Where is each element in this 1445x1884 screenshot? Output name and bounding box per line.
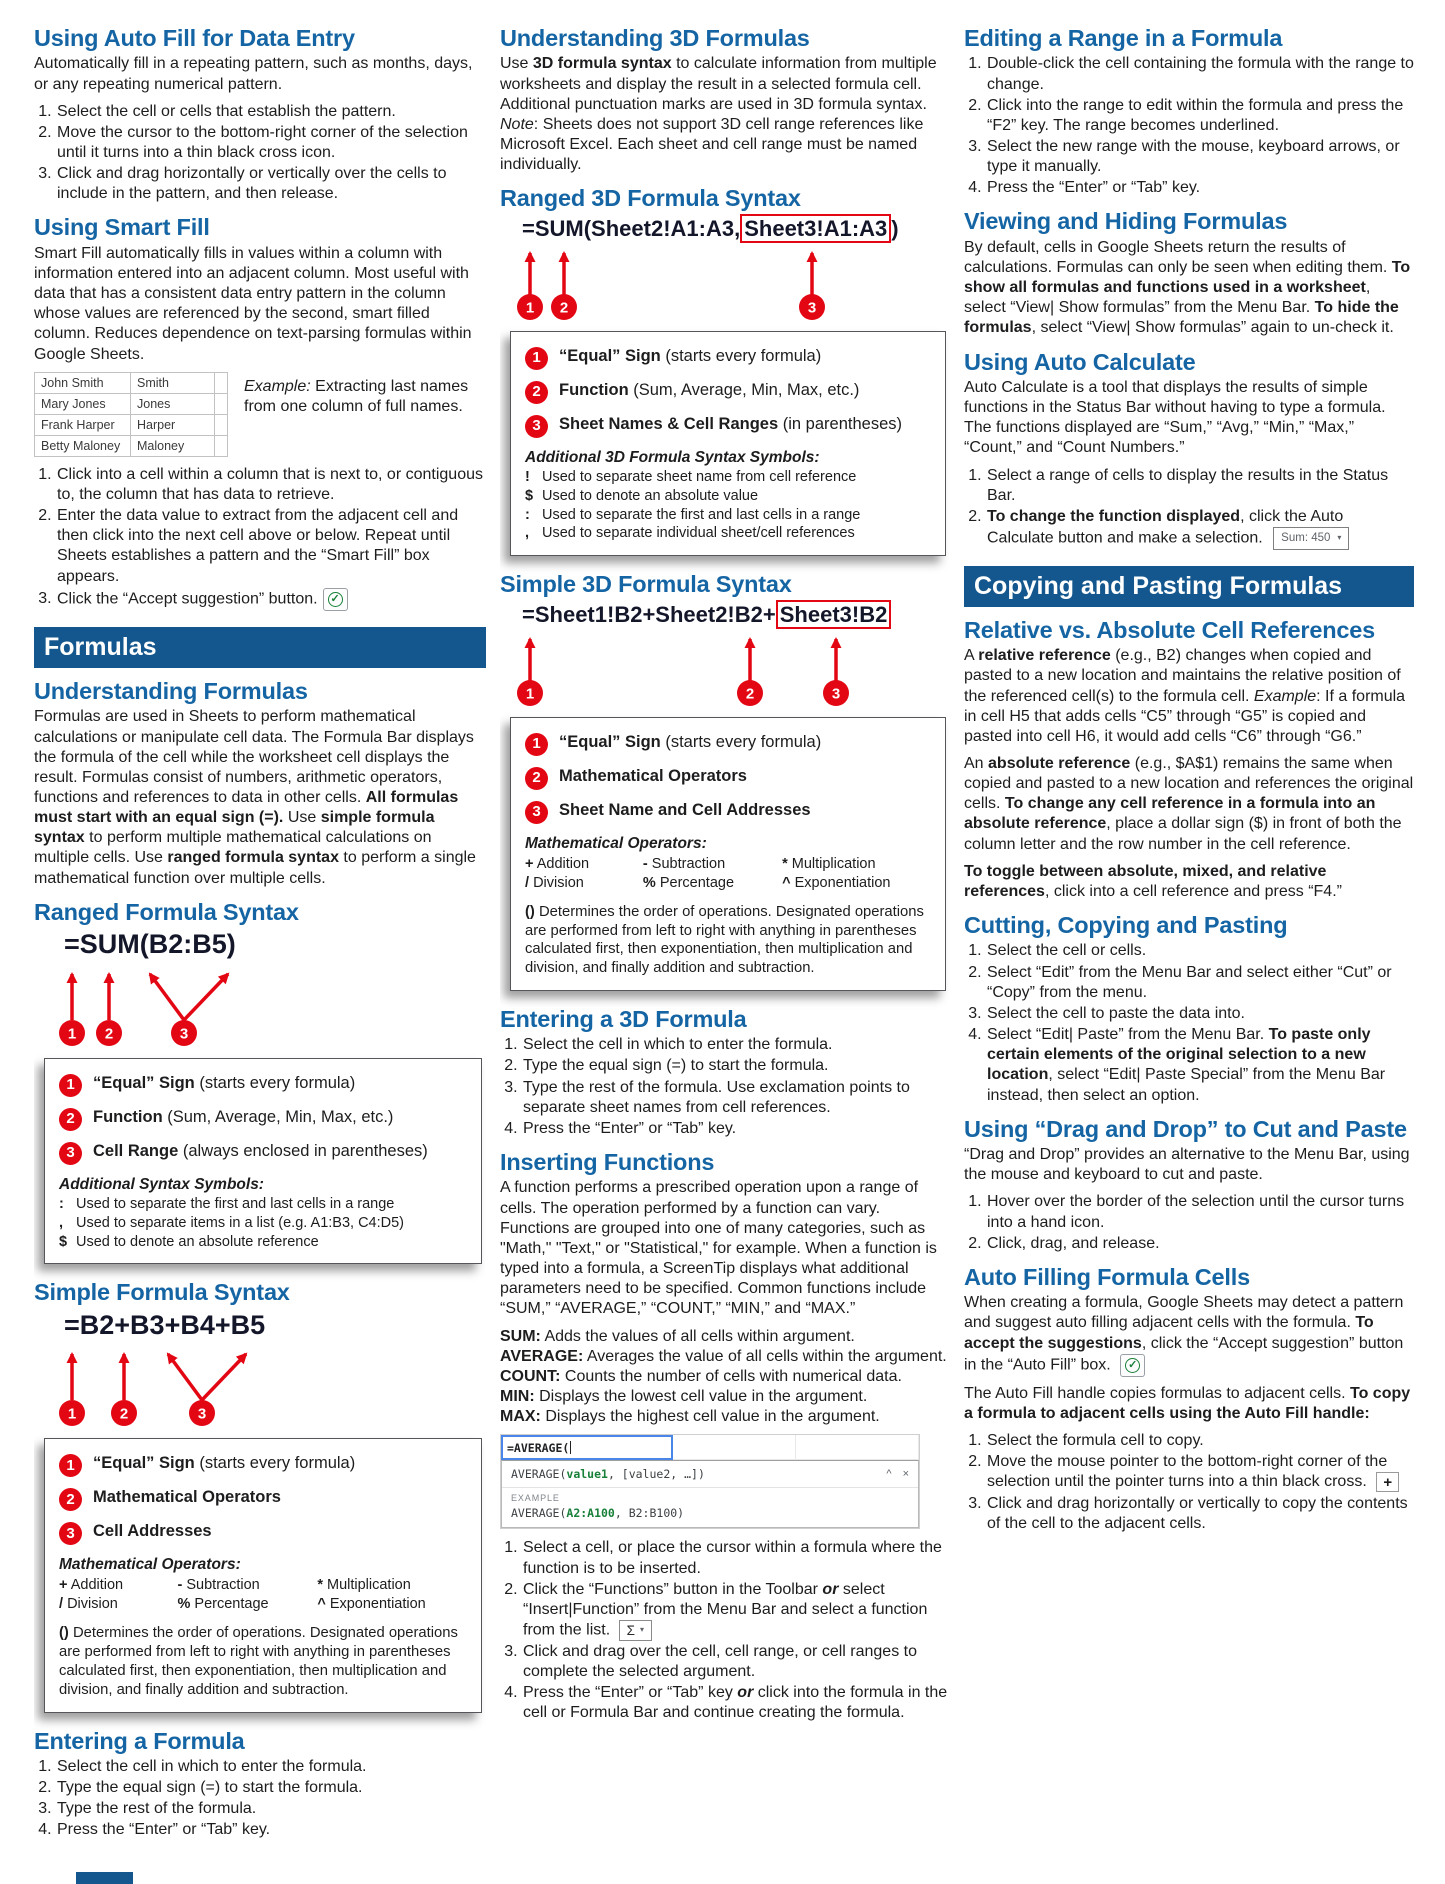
table-row — [35, 414, 228, 435]
operator: - Subtraction — [642, 855, 726, 872]
operators-title: Mathematical Operators: — [59, 1556, 241, 1574]
formula-example: =Sheet1!B2+Sheet2!B2+ Sheet3!B2 — [522, 603, 950, 627]
section-title: Entering a Formula — [34, 1727, 245, 1754]
callout-text: Sheet Names & Cell Ranges (in parentheses) — [559, 414, 902, 433]
callout-row — [59, 1142, 469, 1165]
paragraph: “Drag and Drop” provides an alternative to the Menu Bar, using the mouse and keyboard to cut and paste. — [964, 1146, 1410, 1184]
step-item: 1. Select the cell in which to enter the formula. — [522, 1035, 950, 1055]
step-item: 2. Click, drag, and release. — [986, 1234, 1414, 1254]
section-title: Entering a 3D Formula — [500, 1005, 747, 1032]
table-row — [35, 393, 228, 414]
steps-list — [34, 465, 486, 611]
smart-fill-example-table — [34, 372, 228, 457]
operator: / Division — [59, 1596, 118, 1613]
operator: * Multiplication — [317, 1577, 411, 1594]
step-item: 1. Select the formula cell to copy. — [986, 1431, 1414, 1451]
syntax-callout-box — [510, 717, 946, 991]
paragraph: Formulas are used in Sheets to perform mathematical calculations or manipulate cell data. The Formula Bar displays the formula of the cell while the worksheet cell displays the result. Formulas consist of numbers, arithmetic operators, functions and references to data in other cells. All formulas must start with an equal sign (=). Use simple formula syntax to perform multiple mathematical calculations on multiple cells. Use ranged formula syntax to perform a single mathematical function over multiple cells. — [34, 708, 476, 887]
symbol-text: Used to denote an absolute value — [542, 487, 759, 504]
number-circle: 1 — [59, 1074, 82, 1097]
auto-calculate-value: Sum: 450 — [1281, 532, 1331, 545]
steps-list — [964, 54, 1414, 198]
step-item: 3. Select the cell to paste the data into. — [986, 1004, 1414, 1024]
number-circle: 3 — [525, 415, 548, 438]
symbol-text: Used to separate sheet name from cell reference — [542, 468, 857, 485]
callout-number: 3 — [197, 1405, 207, 1423]
empty-cell — [673, 1435, 796, 1460]
symbol-row — [59, 1214, 469, 1233]
number-circle: 3 — [59, 1522, 82, 1545]
function-desc: Counts the number of cells with numerical data. — [560, 1367, 902, 1385]
callout-row — [59, 1488, 469, 1511]
callout-number: 3 — [179, 1025, 189, 1043]
number-circle: 2 — [525, 381, 548, 404]
step-item: 3. Click and drag horizontally or vertically over the cells to include in the pattern, and then release. — [56, 164, 486, 204]
parentheses-note: () Determines the order of operations. Designated operations are performed from left to right with anything in parentheses calculated first, then exponentiation, then multiplication and division, and finally addition and subtraction. — [59, 1625, 458, 1698]
section-title: Auto Filling Formula Cells — [964, 1263, 1250, 1290]
step-item: 3. Type the rest of the formula. Use exclamation points to separate sheet names from cell references. — [522, 1078, 950, 1118]
step-item: 2. Click into the range to edit within the formula and press the “F2” key. The range becomes underlined. — [986, 96, 1414, 136]
section-title: Cutting, Copying and Pasting — [964, 912, 1288, 939]
formulas-banner: Formulas — [34, 627, 486, 668]
section-cutting-copying-pasting — [964, 913, 1414, 1106]
callout-row — [59, 1108, 469, 1131]
step-item — [522, 1580, 950, 1641]
table-cell: Jones — [131, 393, 215, 414]
callout-row — [525, 347, 933, 370]
operator: / Division — [525, 874, 584, 891]
callout-text: Cell Range (always enclosed in parentheses) — [93, 1141, 428, 1160]
black-cross-icon: + — [1376, 1472, 1399, 1492]
paragraph: To toggle between absolute, mixed, and relative references, click into a cell reference and press “F4.” — [964, 862, 1342, 900]
callout-text: “Equal” Sign (starts every formula) — [559, 732, 822, 751]
step-item: 1. Double-click the cell containing the formula with the range to change. — [986, 54, 1414, 94]
table-cell: Mary Jones — [35, 393, 131, 414]
empty-cell — [796, 1435, 919, 1460]
callout-arrows-diagram — [34, 1342, 354, 1430]
section-simple-3d-formula-syntax — [500, 572, 950, 991]
table-cell: Betty Maloney — [35, 435, 131, 456]
section-title: Using “Drag and Drop” to Cut and Paste — [964, 1115, 1407, 1142]
symbol-row — [59, 1233, 469, 1252]
syntax-callout-box — [44, 1438, 482, 1712]
step-item: 3. Select the new range with the mouse, keyboard arrows, or type it manually. — [986, 137, 1414, 177]
column-middle — [500, 26, 950, 1884]
table-cell — [215, 393, 228, 414]
step-item: 4. Press the “Enter” or “Tab” key or click into the formula in the cell or Formula Bar and continue creating the formula. — [522, 1683, 950, 1723]
example-formula: AVERAGE(A2:A100, B2:B100) — [511, 1506, 685, 1521]
step-item: 1. Select the cell or cells that establish the pattern. — [56, 102, 486, 122]
section-title: Using Auto Calculate — [964, 348, 1196, 375]
step-item: 1. Select the cell in which to enter the formula. — [56, 1757, 486, 1777]
callout-row — [59, 1074, 469, 1097]
paragraph: By default, cells in Google Sheets return the results of calculations. Formulas can only be seen when editing them. To show all formulas and functions used in a worksheet, select “View| Show formulas” from the Menu Bar. To hide the formulas, select “View| Show formulas” again to un-check it. — [964, 238, 1411, 337]
section-title: Using Smart Fill — [34, 214, 210, 241]
callout-number: 2 — [745, 685, 755, 703]
function-name: MIN: — [500, 1388, 535, 1406]
section-using-auto-calculate — [964, 350, 1414, 550]
section-entering-a-3d-formula — [500, 1007, 950, 1139]
page-footer-logo-fragment — [76, 1872, 133, 1884]
section-inserting-functions — [500, 1150, 950, 1724]
function-name: AVERAGE: — [500, 1347, 584, 1365]
divider — [502, 1487, 918, 1488]
column-right — [964, 26, 1414, 1884]
section-using-smart-fill — [34, 215, 486, 610]
number-circle: 1 — [59, 1454, 82, 1477]
section-title: Inserting Functions — [500, 1149, 715, 1176]
highlight-red-box: Sheet3!B2 — [776, 600, 892, 629]
operator: + Addition — [525, 855, 590, 872]
paragraph: Auto Calculate is a tool that displays the results of simple functions in the Status Bar without having to type a formula. The functions displayed are “Sum,” “Avg,” “Min,” “Max,” “Count,” and “Count Numbers.” — [964, 379, 1386, 457]
function-name: MAX: — [500, 1408, 541, 1426]
formula-example: =SUM(Sheet2!A1:A3, Sheet3!A1:A3 ) — [522, 215, 899, 241]
section-title: Simple Formula Syntax — [34, 1279, 290, 1306]
section-using-auto-fill — [34, 26, 486, 204]
number-circle: 3 — [59, 1142, 82, 1165]
steps-list — [964, 1192, 1414, 1253]
number-circle: 3 — [525, 801, 548, 824]
callout-number: 1 — [525, 685, 535, 703]
screentip-screenshot — [500, 1434, 920, 1529]
section-auto-filling-formula-cells — [964, 1265, 1414, 1534]
functions-button[interactable] — [619, 1620, 652, 1641]
symbol-row — [525, 506, 933, 525]
formula-cell-row — [501, 1435, 919, 1460]
function-name: COUNT: — [500, 1367, 561, 1385]
symbols-title: Additional 3D Formula Syntax Symbols: — [525, 448, 820, 466]
paragraph: The Auto Fill handle copies formulas to adjacent cells. To copy a formula to adjacent cells using the Auto Fill handle: — [964, 1384, 1411, 1422]
steps-list — [964, 1431, 1414, 1534]
paragraph: Use 3D formula syntax to calculate information from multiple worksheets and display the result in a selected formula cell. Additional punctuation marks are used in 3D formula syntax. Note: Sheets does not support 3D cell range references like Microsoft Excel. Each sheet and cell range must be named individually. — [500, 55, 937, 174]
accept-suggestion-button[interactable] — [1120, 1354, 1145, 1377]
step-text: Move the mouse pointer to the bottom-right corner of the selection until the pointer turns into a thin black cross. — [987, 1453, 1388, 1491]
step-item: 4. Press the “Enter” or “Tab” key. — [986, 178, 1414, 198]
operator: ^ Exponentiation — [782, 874, 891, 891]
symbol-row — [525, 468, 933, 487]
operator: + Addition — [59, 1577, 124, 1594]
steps-list — [500, 1035, 950, 1139]
table-cell: Maloney — [131, 435, 215, 456]
steps-list — [34, 1757, 486, 1841]
symbol-text: Used to separate items in a list (e.g. A1:B3, C4:D5) — [76, 1214, 405, 1231]
table-row — [35, 372, 228, 393]
number-circle: 1 — [525, 347, 548, 370]
step-item: 2. Enter the data value to extract from the adjacent cell and then click into the next cell above or below. Repeat until Sheets establishes a pattern and the “Smart Fill” box appears. — [56, 506, 486, 587]
operators-grid — [525, 856, 933, 891]
step-item: 4. Press the “Enter” or “Tab” key. — [56, 1820, 486, 1840]
symbol-text: Used to separate the first and last cells in a range — [542, 506, 861, 523]
table-cell — [215, 372, 228, 393]
section-drag-and-drop — [964, 1117, 1414, 1254]
operator: % Percentage — [177, 1596, 269, 1613]
steps-list — [964, 941, 1414, 1105]
operator: * Multiplication — [782, 855, 876, 872]
section-ranged-formula-syntax — [34, 900, 486, 1265]
accept-suggestion-button[interactable] — [323, 588, 348, 611]
step-item — [56, 588, 486, 611]
table-cell — [215, 435, 228, 456]
callout-arrows-diagram — [34, 962, 354, 1050]
callout-number: 2 — [104, 1025, 114, 1043]
callout-text: “Equal” Sign (starts every formula) — [93, 1073, 356, 1092]
step-item: 1. Click into a cell within a column that is next to, or contiguous to, the column that has data to retrieve. — [56, 465, 486, 505]
caret-down-icon: ▾ — [639, 1625, 644, 1635]
step-item: 2. Type the equal sign (=) to start the formula. — [56, 1778, 486, 1798]
callout-number: 1 — [525, 299, 535, 317]
callout-text: Cell Addresses — [93, 1522, 212, 1541]
number-circle: 1 — [525, 733, 548, 756]
copying-pasting-banner: Copying and Pasting Formulas — [964, 566, 1414, 607]
paragraph: Smart Fill automatically fills in values within a column with information entered into an adjacent column. Most useful with data that has a consistent data entry pattern in the column whose values are referenced by the second, smart filled column. Reduces dependence on text-parsing formulas within Google Sheets. — [34, 244, 472, 363]
step-item: 1. Select a cell, or place the cursor within a formula where the function is to be inserted. — [522, 1538, 950, 1578]
table-cell: Harper — [131, 414, 215, 435]
step-item: 1. Select a range of cells to display the results in the Status Bar. — [986, 466, 1414, 506]
operators-title: Mathematical Operators: — [525, 834, 707, 852]
symbol-text: Used to separate individual sheet/cell references — [542, 525, 855, 542]
steps-list — [34, 102, 486, 205]
symbol: $ — [525, 487, 534, 504]
syntax-callout-box — [44, 1058, 482, 1265]
number-circle: 2 — [59, 1108, 82, 1131]
function-definitions — [500, 1327, 950, 1428]
section-title: Editing a Range in a Formula — [964, 26, 1283, 51]
symbol: , — [525, 525, 530, 542]
operator: ^ Exponentiation — [317, 1596, 426, 1613]
step-item: 2. Select “Edit” from the Menu Bar and select either “Cut” or “Copy” from the menu. — [986, 963, 1414, 1003]
section-simple-formula-syntax — [34, 1280, 486, 1712]
section-entering-a-formula — [34, 1729, 486, 1841]
auto-calculate-button[interactable] — [1273, 527, 1349, 549]
symbol: , — [59, 1214, 64, 1231]
section-title: Viewing and Hiding Formulas — [964, 208, 1288, 235]
example-label: EXAMPLE — [511, 1493, 560, 1504]
active-formula-cell: =AVERAGE( — [501, 1435, 673, 1460]
function-name: SUM: — [500, 1327, 541, 1345]
table-cell — [215, 414, 228, 435]
number-circle: 2 — [525, 767, 548, 790]
section-title: Simple 3D Formula Syntax — [500, 571, 792, 598]
section-title: Understanding 3D Formulas — [500, 26, 810, 51]
symbol-text: Used to denote an absolute reference — [76, 1233, 319, 1250]
function-desc: Displays the highest cell value in the argument. — [540, 1408, 880, 1426]
formula-example: =B2+B3+B4+B5 — [64, 1309, 266, 1340]
section-title: Understanding Formulas — [34, 677, 308, 704]
smart-fill-figure — [34, 372, 486, 457]
operator: - Subtraction — [177, 1577, 260, 1594]
symbol: : — [525, 506, 530, 523]
function-signature: AVERAGE(value1, [value2, …]) — [511, 1467, 705, 1482]
callout-number: 3 — [807, 299, 817, 317]
callout-text: Function (Sum, Average, Min, Max, etc.) — [559, 380, 860, 399]
number-circle: 2 — [59, 1488, 82, 1511]
callout-row — [59, 1522, 469, 1545]
text-cursor — [570, 1441, 571, 1454]
symbol-row — [59, 1195, 469, 1214]
section-understanding-formulas — [34, 679, 486, 889]
symbol-row — [525, 524, 933, 543]
paragraph — [964, 1293, 1414, 1376]
operators-grid — [59, 1577, 469, 1612]
step-item: 3. Click and drag over the cell, cell range, or cell ranges to complete the selected argument. — [522, 1642, 950, 1682]
highlight-red-box: Sheet3!A1:A3 — [740, 214, 891, 243]
step-item: 1. Select the cell or cells. — [986, 941, 1414, 961]
step-text: Click the “Functions” button in the Toolbar or select “Insert|Function” from the Menu Bar and select a function from the list. — [523, 1580, 928, 1639]
step-item: 1. Hover over the border of the selection until the cursor turns into a hand icon. — [986, 1192, 1414, 1232]
symbol: ! — [525, 468, 530, 485]
callout-text: Function (Sum, Average, Min, Max, etc.) — [93, 1107, 394, 1126]
step-text: Click the “Accept suggestion” button. — [57, 590, 318, 608]
paragraph: An absolute reference (e.g., $A$1) remains the same when copied and pasted to a new location and references the original cells. To change any cell reference in a formula into an absolute reference, place a dollar sign ($) in front of both the column letter and the row number in the cell reference. — [964, 754, 1414, 853]
steps-list — [500, 1538, 950, 1723]
callout-number: 2 — [119, 1405, 129, 1423]
section-title: Ranged 3D Formula Syntax — [500, 185, 801, 212]
symbols-title: Additional Syntax Symbols: — [59, 1175, 264, 1193]
table-cell: Frank Harper — [35, 414, 131, 435]
section-title: Ranged Formula Syntax — [34, 898, 299, 925]
callout-number: 3 — [831, 685, 841, 703]
step-item: 4. Press the “Enter” or “Tab” key. — [522, 1119, 950, 1139]
function-desc: Averages the value of all cells within the argument. — [583, 1347, 947, 1365]
section-viewing-hiding-formulas — [964, 209, 1414, 338]
callout-number: 1 — [67, 1405, 77, 1423]
paragraph-text: When creating a formula, Google Sheets may detect a pattern and suggest auto filling adjacent cells with the formula. To accept the suggestions, click the “Accept suggestion” button in the “Auto Fill” box. — [964, 1294, 1404, 1374]
collapse-icon[interactable]: ^ — [886, 1468, 892, 1481]
callout-row — [525, 801, 933, 824]
step-item: 2. Move the cursor to the bottom-right corner of the selection until it turns into a thin black cross icon. — [56, 123, 486, 163]
section-relative-vs-absolute — [964, 618, 1414, 902]
callout-arrows-diagram — [500, 629, 940, 709]
callout-row — [525, 733, 933, 756]
caret-down-icon: ▾ — [1337, 533, 1342, 543]
callout-text: “Equal” Sign (starts every formula) — [559, 346, 822, 365]
step-item: 3. Click and drag horizontally or vertically to copy the contents of the cell to the adjacent cells. — [986, 1494, 1414, 1534]
symbol-row — [525, 487, 933, 506]
table-row — [35, 435, 228, 456]
callout-row — [525, 767, 933, 790]
step-item: 4. Select “Edit| Paste” from the Menu Bar. To paste only certain elements of the original selection to a new location, select “Edit| Paste Special” from the Menu Bar instead, then select an option. — [986, 1025, 1414, 1106]
section-editing-a-range — [964, 26, 1414, 198]
step-item — [986, 507, 1414, 550]
callout-text: Mathematical Operators — [93, 1488, 281, 1507]
figure-caption: Example: Extracting last names from one column of full names. — [244, 377, 469, 415]
section-title: Relative vs. Absolute Cell References — [964, 616, 1375, 643]
step-item: 3. Type the rest of the formula. — [56, 1799, 486, 1819]
callout-row — [525, 415, 933, 438]
function-desc: Adds the values of all cells within argument. — [540, 1327, 855, 1345]
table-cell: Smith — [131, 372, 215, 393]
steps-list — [964, 466, 1414, 550]
function-desc: Displays the lowest cell value in the argument. — [534, 1388, 868, 1406]
symbol-text: Used to separate the first and last cells in a range — [76, 1195, 395, 1212]
callout-number: 1 — [67, 1025, 77, 1043]
step-text: To change the function displayed, click the Auto Calculate button and make a selection. — [987, 507, 1344, 547]
symbol: : — [59, 1195, 64, 1212]
callout-number: 2 — [559, 299, 569, 317]
callout-row — [59, 1454, 469, 1477]
column-left — [34, 26, 486, 1884]
parentheses-note: () Determines the order of operations. Designated operations are performed from left to right with anything in parentheses calculated first, then exponentiation, then multiplication and division, and finally addition and subtraction. — [525, 903, 924, 977]
paragraph: A relative reference (e.g., B2) changes when copied and pasted to a new location and maintains the relative position of the referenced cell(s) to the formula cell. Example: If a formula in cell H5 that adds cells “C5” through “G5” is copied and pasted into cell H6, it would add cells “C6” through “G6.” — [964, 647, 1406, 745]
formula-example: =SUM(B2:B5) — [64, 929, 236, 960]
close-icon[interactable]: × — [902, 1468, 909, 1481]
screentip-tooltip — [501, 1460, 919, 1528]
paragraph: Automatically fill in a repeating pattern, such as months, days, or any repeating numerical pattern. — [34, 55, 473, 93]
callout-text: Sheet Name and Cell Addresses — [559, 800, 811, 819]
table-cell: John Smith — [35, 372, 131, 393]
paragraph: A function performs a prescribed operation upon a range of cells. The operation performed by a function can vary. Functions are grouped into one of many categories, such as "Math," "Text," or "Statistical," for example. When a function is typed into a formula, a ScreenTip displays what additional parameters need to be specified. Common functions include “SUM,” “AVERAGE,” “COUNT,” “MIN,” and “MAX.” — [500, 1179, 937, 1318]
syntax-callout-box — [510, 331, 946, 556]
check-icon: ✓ — [1125, 1358, 1140, 1373]
check-icon: ✓ — [328, 592, 343, 607]
step-item — [986, 1452, 1414, 1493]
section-understanding-3d-formulas — [500, 26, 950, 175]
callout-row — [525, 381, 933, 404]
callout-text: “Equal” Sign (starts every formula) — [93, 1454, 356, 1473]
sigma-icon: Σ — [626, 1622, 635, 1638]
callout-text: Mathematical Operators — [559, 766, 747, 785]
operator: % Percentage — [642, 874, 735, 891]
step-item: 2. Type the equal sign (=) to start the formula. — [522, 1056, 950, 1076]
callout-arrows-diagram — [500, 243, 940, 323]
section-ranged-3d-formula-syntax — [500, 186, 950, 556]
symbol: $ — [59, 1233, 68, 1250]
section-title: Using Auto Fill for Data Entry — [34, 26, 355, 51]
